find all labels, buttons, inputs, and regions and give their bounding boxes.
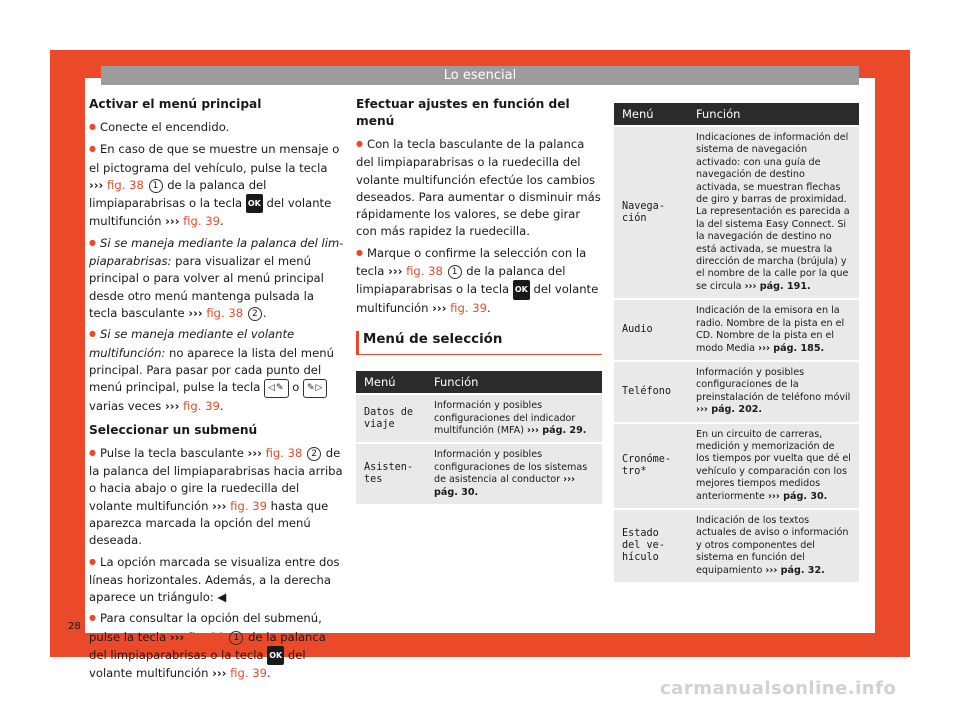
ok-key-icon: OK [246, 194, 263, 213]
page-number: 28 [68, 621, 81, 632]
section-title-menu: Menú de selección [356, 331, 602, 355]
table-row: Datos de viaje Información y posibles configuraciones del indicador multifunción (MFA) ››› pág. 29. [356, 395, 602, 442]
table-header-menu: Menú [356, 371, 426, 393]
bullet-1: ● Conecte el encendido. [89, 119, 345, 137]
number-1-icon: 1 [229, 631, 243, 645]
table-row: Teléfono Información y posibles configuraciones de la preinstalación de teléfono móvil ››› pág. 202. [614, 362, 859, 422]
table-row: Audio Indicación de la emisora en la radio. Nombre de la pista en el CD. Nombre de la pista en el modo Media ››› pág. 185. [614, 300, 859, 360]
bullet-6: ● La opción marcada se visualiza entre dos líneas horizontales. Además, a la derecha aparece un triángulo: ◀ [89, 554, 345, 607]
menu-table-2 [614, 101, 859, 584]
triangle-icon: ◀ [217, 590, 227, 605]
bullet-2: ● En caso de que se muestre un mensaje o el pictograma del vehículo, pulse la tecla ››› fig. 38 1 de la palanca del limpiaparabrisas o la tecla OK del volante multifunción ››› fig. 39. [89, 141, 345, 230]
column-right [614, 101, 859, 584]
page-header: Lo esencial [101, 66, 859, 85]
table-row: Navegación Indicaciones de información del sistema de navegación activado: con una guía de navegación de destino activada, se muestran flechas de giro y barras de proximidad. La representación es parecida a la del sistema Easy Connect. Si la navegación de destino no está activada, se muestra la dirección de marcha (brújula) y el nombre de la calle por la que se circula ››› pág. 191. [614, 127, 859, 298]
key-right-icon: ✎▷ [303, 379, 327, 398]
bullet-5: ● Pulse la tecla basculante ››› fig. 38 2 de la palanca del limpiaparabrisas hacia arriba o hacia abajo o gire la ruedecilla del volante multifunción ››› fig. 39 hasta que aparezca marcada la opción del menú deseada. [89, 445, 345, 550]
bullet-9: ● Marque o confirme la selección con la tecla ››› fig. 38 1 de la palanca del limpiaparabrisas o la tecla OK del volante multifunción ››› fig. 39. [356, 245, 602, 317]
table-header-funcion: Función [688, 103, 859, 125]
key-left-icon: ◁✎ [264, 379, 288, 398]
bullet-7: ● Para consultar la opción del submenú, pulse la tecla ››› fig. 38 1 de la palanca del limpiaparabrisas o la tecla OK del volante multifunción ››› fig. 39. [89, 610, 345, 682]
ok-key-icon: OK [267, 646, 284, 665]
watermark: carmanualsonline.info [660, 678, 897, 699]
ok-key-icon: OK [513, 280, 530, 299]
heading-submenu: Seleccionar un submenú [89, 422, 258, 437]
bullet-4: ● Si se maneja mediante el volante multifunción: no aparece la lista del menú principal. Para pasar por cada punto del menú principal, pulse la tecla ◁✎ o ✎▷ varias veces ››› fig. 39. [89, 326, 345, 415]
number-2-icon: 2 [248, 307, 262, 321]
bullet-8: ● Con la tecla basculante de la palanca del limpiaparabrisas o la ruedecilla del volante multifunción efectúe los cambios deseados. Para aumentar o disminuir más rápidamente los valores, se debe girar con más rapidez la ruedecilla. [356, 136, 602, 241]
bullet-3: ● Si se maneja mediante la palanca del limpiaparabrisas: para visualizar el menú principal o para volver al menú principal desde otro menú mantenga pulsada la tecla basculante ››› fig. 38 2 . [89, 235, 345, 322]
number-1-icon: 1 [149, 179, 163, 193]
table-header-menu: Menú [614, 103, 688, 125]
table-header-funcion: Función [426, 371, 602, 393]
menu-table-1 [356, 369, 602, 506]
table-row: Cronómetro* En un circuito de carreras, medición y memorización de los tiempos por vuelta que dé el vehículo y comparación con los mejores tiempos medidos anteriormente ››› pág. 30. [614, 424, 859, 508]
table-row: Estado del vehículo Indicación de los textos actuales de aviso o información y otros componentes del sistema en función del equipamiento ››› pág. 32. [614, 510, 859, 582]
column-middle [356, 96, 602, 506]
column-left [89, 96, 345, 687]
table-row: Asistentes Información y posibles configuraciones de los sistemas de asistencia al conductor ››› pág. 30. [356, 444, 602, 504]
number-1-icon: 1 [448, 265, 462, 279]
heading-ajustes: Efectuar ajustes en función del menú [356, 97, 570, 128]
number-2-icon: 2 [307, 447, 321, 461]
heading-activar: Activar el menú principal [89, 97, 262, 111]
